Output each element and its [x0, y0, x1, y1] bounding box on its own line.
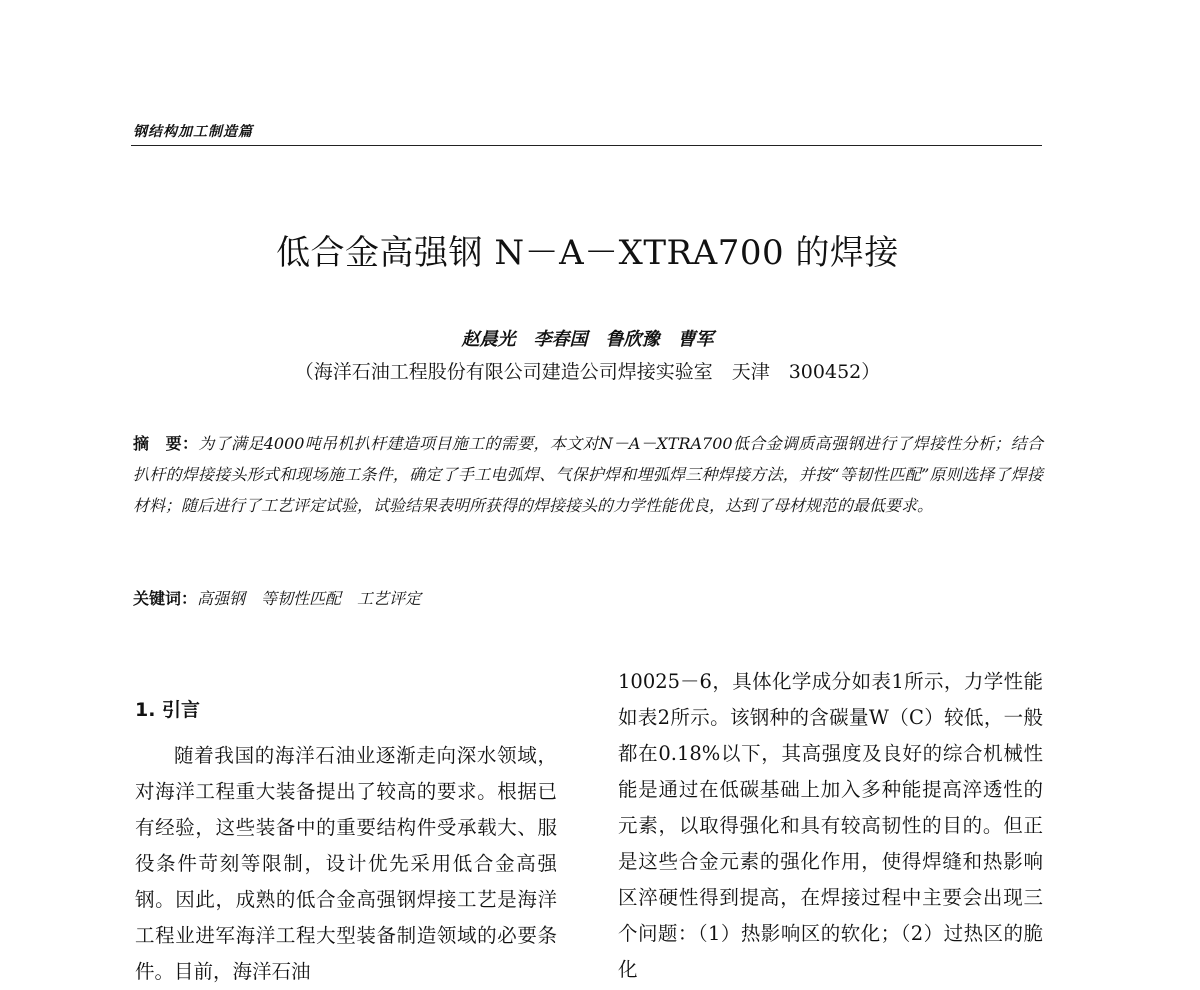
body-paragraph: 10025－6，具体化学成分如表1所示，力学性能如表2所示。该钢种的含碳量W（C）较低，一般都在0.18%以下，其高强度及良好的综合机械性能是通过在低碳基础上加入多种能提高淬透性的元素，以取得强化和具有较高韧性的目的。但正是这些合金元素的强化作用，使得焊缝和热影响区淬硬性得到提高，在焊接过程中主要会出现三个问题：（1）热影响区的软化；（2）过热区的脆化 — [618, 670, 1043, 981]
header-rule — [131, 145, 1042, 146]
body-paragraph: 随着我国的海洋石油业逐渐走向深水领域，对海洋工程重大装备提出了较高的要求。根据已有经验，这些装备中的重要结构件受承载大、服役条件苛刻等限制，设计优先采用低合金高强钢。因此，成熟的低合金高强钢焊接工艺是海洋工程业进军海洋工程大型装备制造领域的必要条件。目前，海洋石油 — [135, 744, 557, 983]
author-affiliation: （海洋石油工程股份有限公司建造公司焊接实验室 天津 300452） — [294, 361, 881, 383]
abstract — [133, 428, 1043, 521]
abstract-label: 摘 要： — [133, 434, 199, 453]
abstract-text: 为了满足4000吨吊机扒杆建造项目施工的需要，本文对N－A－XTRA700低合金调质高强钢进行了焊接性分析；结合扒杆的焊接接头形式和现场施工条件，确定了手工电弧焊、气保护焊和埋弧焊三种焊接方法，并按“等韧性匹配”原则选择了焊接材料；随后进行了工艺评定试验，试验结果表明所获得的焊接接头的力学性能优良，达到了母材规范的最低要求。 — [133, 434, 1043, 515]
keywords — [133, 586, 1043, 609]
running-header: 钢结构加工制造篇 — [133, 124, 253, 140]
section-heading: 1. 引言 — [135, 699, 201, 721]
author-list: 赵晨光 李春国 鲁欣豫 曹军 — [461, 329, 714, 350]
keywords-text: 高强钢 等韧性匹配 工艺评定 — [197, 589, 422, 608]
keywords-label: 关键词： — [133, 589, 198, 608]
paper-title: 低合金高强钢 N－A－XTRA700 的焊接 — [276, 233, 899, 273]
body-column-right — [618, 664, 1043, 988]
body-column-left — [135, 664, 557, 990]
